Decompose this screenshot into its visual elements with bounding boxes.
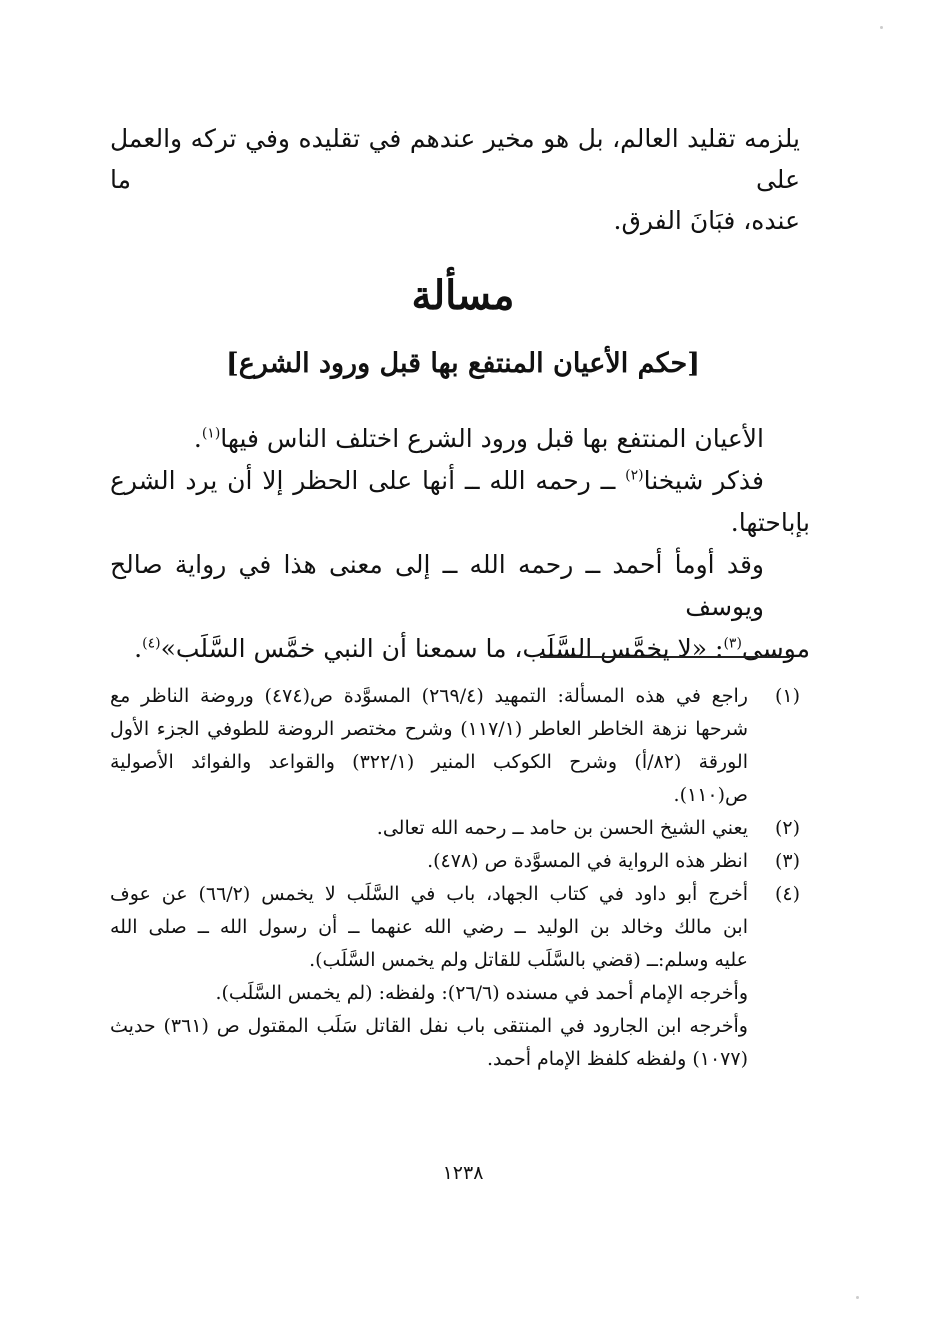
footnote-number: (٢) (774, 817, 800, 839)
footnote-4-continuation (110, 977, 800, 1076)
footnote-line: شرحها نزهة الخاطر العاطر (١١٧/١) وشرح مختصر الروضة للطوفي الجزء الأول (110, 718, 748, 740)
footnote-text (110, 680, 748, 812)
footnote-4 (110, 878, 800, 977)
footnote-line: أخرج أبو داود في كتاب الجهاد، باب في السَّلَب لا يخمس (٦٦/٢) عن عوف (110, 883, 748, 905)
footnote-line: ص(١١٠). (673, 784, 748, 806)
paragraph-3-end: . (134, 634, 143, 663)
footnote-line: ابن مالك وخالد بن الوليد ــ رضي الله عنهما ــ أن رسول الله ــ صلى الله (110, 916, 748, 938)
paragraph-3 (110, 544, 810, 628)
footnote-text (110, 878, 748, 977)
footnote-separator (540, 656, 790, 658)
footnote-text (110, 977, 800, 1076)
footnote-ref-1: (١) (201, 425, 221, 442)
footnote-line: وأخرجه الإمام أحمد في مسنده (٢٦/٦): ولفظه: (لم يخمس السَّلَب). (215, 982, 748, 1004)
footnote-line: الورقة (٨٢/أ) وشرح الكوكب المنير (٣٢٢/١) والقواعد والفوائد الأصولية (110, 751, 748, 773)
footnote-line: راجع في هذه المسألة: التمهيد (٢٦٩/٤) المسوَّدة ص(٤٧٤) وروضة الناظر مع (110, 685, 748, 707)
paragraph-3-text-b: موسى (741, 634, 810, 663)
footnote-text (110, 812, 748, 845)
paragraph-3-quote: : «لا يخمَّس السَّلَب، ما سمعنا أن النبي خمَّس السَّلَب» (160, 634, 724, 663)
paragraph-3-continuation (110, 628, 810, 670)
main-text (110, 418, 810, 670)
paragraph-1 (110, 418, 810, 460)
page-number: ١٢٣٨ (442, 1162, 484, 1184)
section-subheading: [حكم الأعيان المنتفع بها قبل ورود الشرع] (225, 348, 701, 379)
intro-line-2: عنده، فبَانَ الفرق. (613, 206, 800, 235)
section-heading: مسألة (411, 272, 515, 319)
footnote-line: (١٠٧٧) ولفظه كلفظ الإمام أحمد. (486, 1048, 748, 1070)
paragraph-1-text: الأعيان المنتفع بها قبل ورود الشرع اختلف الناس فيها (220, 424, 764, 453)
footnote-text (110, 845, 748, 878)
intro-paragraph (110, 118, 800, 241)
footnotes (110, 680, 800, 1076)
paragraph-1-end: . (193, 424, 202, 453)
paragraph-2-continuation: بإباحتها. (730, 508, 810, 537)
paragraph-2-text-a: فذكر شيخنا (643, 466, 764, 495)
footnote-2 (110, 812, 800, 845)
paragraph-3-text-a: وقد أومأ أحمد ــ رحمه الله ــ إلى معنى هذا في رواية صالح ويوسف (110, 550, 764, 621)
footnote-line: يعني الشيخ الحسن بن حامد ــ رحمه الله تعالى. (376, 817, 748, 839)
intro-line-1: يلزمه تقليد العالم، بل هو مخير عندهم في تقليده وفي تركه والعمل على ما (110, 124, 800, 194)
paragraph-2 (110, 460, 810, 502)
footnote-ref-3: (٣) (723, 635, 742, 652)
paragraph-2-text-b: ــ رحمه الله ــ أنها على الحظر إلا أن يرد الشرع (110, 466, 626, 495)
footnote-number: (٤) (774, 883, 800, 905)
scan-speck (856, 1296, 859, 1299)
footnote-ref-2: (٢) (625, 467, 644, 484)
footnote-3 (110, 845, 800, 878)
footnote-number: (٣) (774, 850, 800, 872)
footnote-line: وأخرجه ابن الجارود في المنتقى باب نفل القاتل سَلَب المقتول ص (٣٦١) حديث (110, 1015, 748, 1037)
footnote-1 (110, 680, 800, 812)
footnote-ref-4: (٤) (142, 635, 161, 652)
scan-speck (880, 26, 883, 29)
footnote-line: عليه وسلم:ــ (قضي بالسَّلَب للقاتل ولم يخمس السَّلَب). (309, 949, 748, 971)
footnote-line: انظر هذه الرواية في المسوَّدة ص (٤٧٨). (427, 850, 748, 872)
footnote-number: (١) (774, 685, 800, 707)
